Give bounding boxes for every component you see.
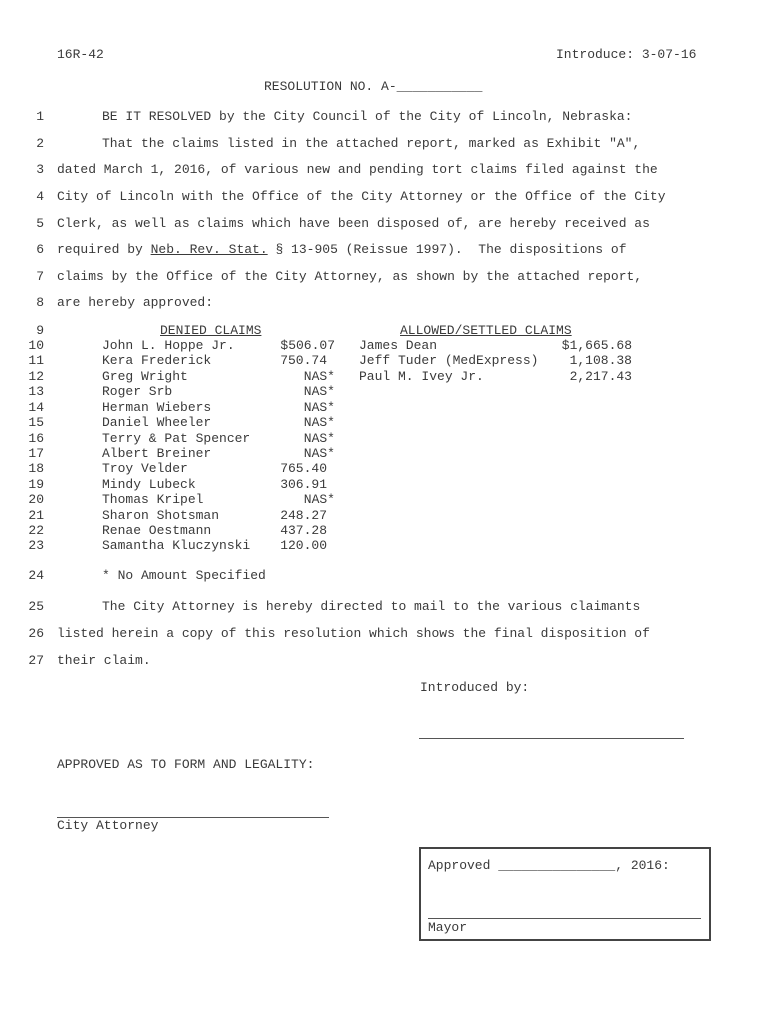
claim-amount: 1,108.38	[569, 353, 632, 368]
body-line: The City Attorney is hereby directed to mail to the various claimants	[102, 599, 641, 614]
introduce-date: Introduce: 3-07-16	[556, 47, 697, 62]
body-line: That the claims listed in the attached report, marked as Exhibit "A",	[102, 136, 641, 151]
footnote-nas: * No Amount Specified	[102, 568, 266, 583]
body-line: dated March 1, 2016, of various new and pending tort claims filed against the	[57, 162, 658, 177]
claimant-name: Terry & Pat Spencer	[102, 431, 251, 446]
claim-amount: NAS*	[303, 384, 335, 399]
claim-amount: 2,217.43	[569, 369, 632, 384]
claim-amount: 765.40	[280, 461, 327, 476]
claim-amount: 750.74	[280, 353, 327, 368]
body-line: listed herein a copy of this resolution which shows the final disposition of	[57, 626, 650, 641]
line-number: 11	[28, 353, 44, 368]
line-number: 7	[36, 269, 44, 284]
claim-amount: 306.91	[280, 477, 327, 492]
line-number: 21	[28, 508, 44, 523]
claimant-name: Paul M. Ivey Jr.	[359, 369, 484, 384]
body-line	[57, 242, 627, 258]
claimant-name: Thomas Kripel	[102, 492, 204, 507]
line-number: 1	[36, 109, 44, 124]
claimant-name: Albert Breiner	[102, 446, 212, 461]
claimant-name: Daniel Wheeler	[102, 415, 212, 430]
mayor-label: Mayor	[428, 920, 468, 935]
claimant-name: Herman Wiebers	[102, 400, 212, 415]
claimant-name: Greg Wright	[102, 369, 188, 384]
body-line: BE IT RESOLVED by the City Council of the City of Lincoln, Nebraska:	[102, 109, 633, 124]
line-number: 4	[36, 189, 44, 204]
line-number: 26	[28, 626, 44, 641]
line-number: 5	[36, 216, 44, 231]
document-id: 16R-42	[57, 47, 104, 62]
body-line: City of Lincoln with the Office of the City Attorney or the Office of the City	[57, 189, 666, 204]
line-number: 16	[28, 431, 44, 446]
line-number: 3	[36, 162, 44, 177]
line-number: 14	[28, 400, 44, 415]
claim-amount: 437.28	[280, 523, 327, 538]
claim-amount: 120.00	[280, 538, 327, 553]
line-number: 27	[28, 653, 44, 668]
resolution-title: RESOLUTION NO. A-___________	[264, 79, 483, 94]
body-text: required by	[57, 242, 151, 257]
claimant-name: John L. Hoppe Jr.	[102, 338, 235, 353]
line-number: 12	[28, 369, 44, 384]
mayor-approval-box	[419, 847, 711, 941]
claim-amount: $1,665.68	[561, 338, 632, 353]
claim-amount: NAS*	[303, 492, 335, 507]
claimant-name: Kera Frederick	[102, 353, 212, 368]
body-line: Clerk, as well as claims which have been disposed of, are hereby received as	[57, 216, 650, 231]
line-number: 18	[28, 461, 44, 476]
claim-amount: NAS*	[303, 446, 335, 461]
line-number: 13	[28, 384, 44, 399]
body-line: are hereby approved:	[57, 295, 214, 310]
introducer-signature-line	[419, 738, 684, 739]
line-number: 22	[28, 523, 44, 538]
statute-citation: Neb. Rev. Stat.	[150, 242, 268, 257]
mayor-signature-line	[428, 918, 701, 919]
line-number: 9	[36, 323, 44, 338]
line-number: 8	[36, 295, 44, 310]
claim-amount: NAS*	[303, 369, 335, 384]
line-number: 23	[28, 538, 44, 553]
claim-amount: 248.27	[280, 508, 327, 523]
claim-amount: $506.07	[280, 338, 335, 353]
claimant-name: Samantha Kluczynski	[102, 538, 251, 553]
claimant-name: Sharon Shotsman	[102, 508, 220, 523]
approved-date-line: Approved _______________, 2016:	[428, 858, 670, 873]
approved-form-label: APPROVED AS TO FORM AND LEGALITY:	[57, 757, 315, 772]
body-line: claims by the Office of the City Attorney, as shown by the attached report,	[57, 269, 643, 284]
claimant-name: Renae Oestmann	[102, 523, 212, 538]
claim-amount: NAS*	[303, 415, 335, 430]
line-number: 15	[28, 415, 44, 430]
line-number: 20	[28, 492, 44, 507]
denied-claims-heading: DENIED CLAIMS	[160, 323, 262, 338]
claimant-name: Jeff Tuder (MedExpress)	[359, 353, 539, 368]
claimant-name: James Dean	[359, 338, 438, 353]
line-number: 17	[28, 446, 44, 461]
allowed-claims-heading: ALLOWED/SETTLED CLAIMS	[400, 323, 572, 338]
claim-amount: NAS*	[303, 431, 335, 446]
claim-amount: NAS*	[303, 400, 335, 415]
city-attorney-label: City Attorney	[57, 818, 159, 833]
introduced-by-label: Introduced by:	[420, 680, 530, 695]
body-line: their claim.	[57, 653, 151, 668]
claimant-name: Roger Srb	[102, 384, 173, 399]
line-number: 19	[28, 477, 44, 492]
claimant-name: Troy Velder	[102, 461, 188, 476]
line-number: 25	[28, 599, 44, 614]
line-number: 24	[28, 568, 44, 583]
claimant-name: Mindy Lubeck	[102, 477, 196, 492]
line-number: 2	[36, 136, 44, 151]
line-number: 10	[28, 338, 44, 353]
line-number: 6	[36, 242, 44, 257]
body-text: § 13-905 (Reissue 1997). The dispositions of	[267, 242, 627, 257]
